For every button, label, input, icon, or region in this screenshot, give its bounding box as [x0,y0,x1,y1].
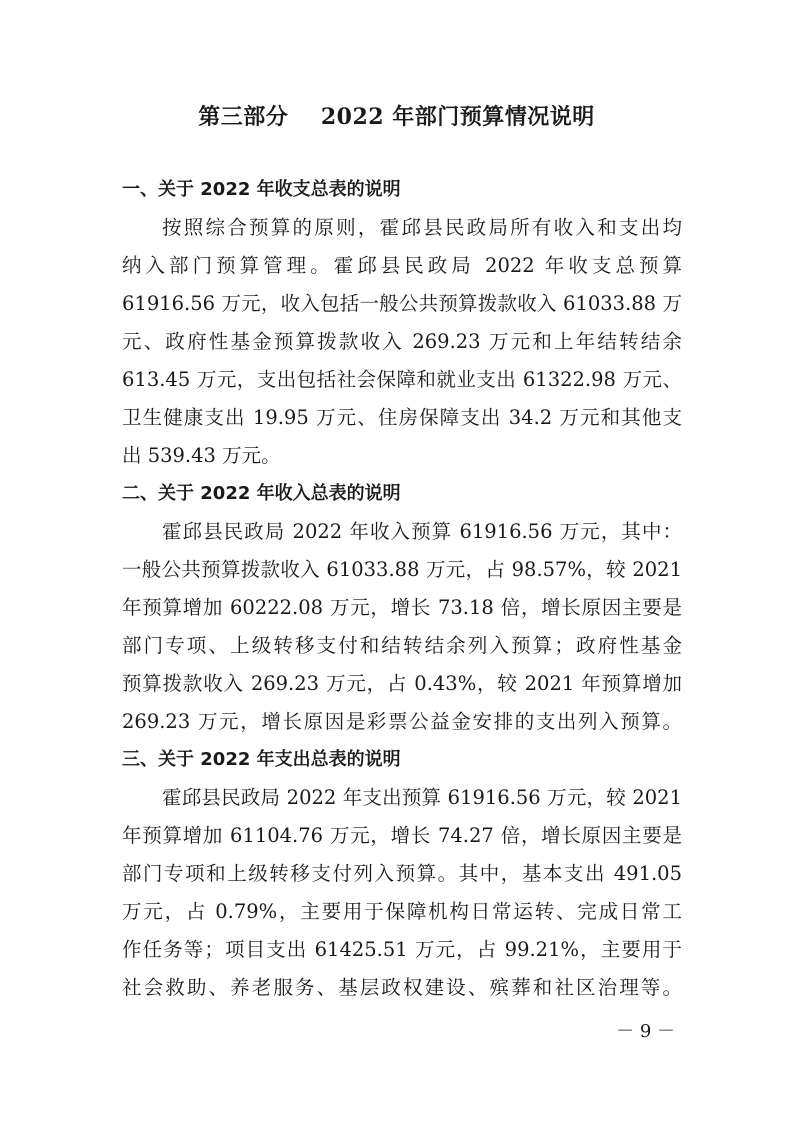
paragraph-line: 霍邱县民政局 2022 年收入预算 61916.56 万元，其中： [162,520,682,543]
paragraph-line: 61916.56 万元，收入包括一般公共预算拨款收入 61033.88 万 [122,292,682,315]
paragraph-line: 纳入部门预算管理。霍邱县民政局 2022 年收支总预算 [122,254,682,277]
paragraph-line: 年预算增加 61104.76 万元，增长 74.27 倍，增长原因主要是 [122,824,682,847]
paragraph-line: 预算拨款收入 269.23 万元，占 0.43%，较 2021 年预算增加 [122,672,682,695]
page-title: 第三部分 2022 年部门预算情况说明 [198,104,595,130]
section-heading: 二、关于 2022 年收入总表的说明 [122,483,401,504]
paragraph-line: 部门专项和上级转移支付列入预算。其中，基本支出 491.05 [122,862,682,885]
paragraph-line: 613.45 万元，支出包括社会保障和就业支出 61322.98 万元、 [122,368,682,391]
section-heading: 一、关于 2022 年收支总表的说明 [122,179,401,200]
paragraph-line: 部门专项、上级转移支付和结转结余列入预算；政府性基金 [122,634,682,657]
paragraph-line: 万元，占 0.79%，主要用于保障机构日常运转、完成日常工 [122,900,682,923]
paragraph-line: 元、政府性基金预算拨款收入 269.23 万元和上年结转结余 [122,330,682,353]
paragraph-line: 出 539.43 万元。 [122,444,281,467]
page-number: － 9 － [616,1021,675,1042]
paragraph-line: 作任务等；项目支出 61425.51 万元，占 99.21%，主要用于 [122,938,682,961]
paragraph-line: 年预算增加 60222.08 万元，增长 73.18 倍，增长原因主要是 [122,596,682,619]
paragraph-line: 卫生健康支出 19.95 万元、住房保障支出 34.2 万元和其他支 [122,406,682,429]
paragraph-line: 社会救助、养老服务、基层政权建设、殡葬和社区治理等。 [122,976,682,999]
paragraph-line: 霍邱县民政局 2022 年支出预算 61916.56 万元，较 2021 [162,786,682,809]
section-heading: 三、关于 2022 年支出总表的说明 [122,749,401,770]
paragraph-line: 按照综合预算的原则，霍邱县民政局所有收入和支出均 [162,216,682,239]
document-body [122,171,682,1007]
paragraph-line: 一般公共预算拨款收入 61033.88 万元，占 98.57%，较 2021 [122,558,682,581]
paragraph-line: 269.23 万元，增长原因是彩票公益金安排的支出列入预算。 [122,710,682,733]
